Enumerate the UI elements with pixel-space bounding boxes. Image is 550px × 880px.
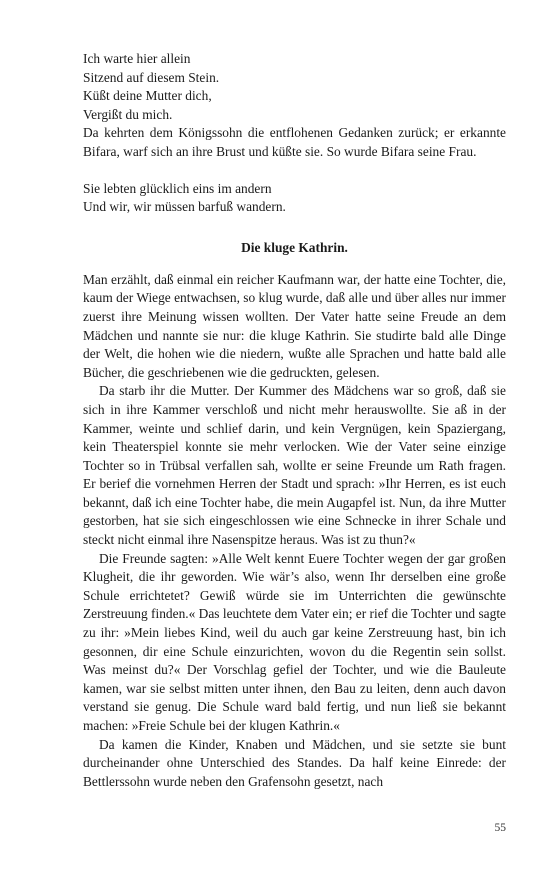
verse-line: Und wir, wir müssen barfuß wandern. xyxy=(83,199,286,215)
verse-stanza xyxy=(83,50,506,124)
verse-line: Sitzend auf diesem Stein. xyxy=(83,69,220,85)
story-title: Die kluge Kathrin. xyxy=(241,239,348,255)
closing-verse xyxy=(83,180,506,217)
story-paragraph: Da kamen die Kinder, Knaben und Mädchen, und sie setzte sie bunt durcheinander ohne Unterschied des Standes. Da half keine Einrede: der Bettlerssohn wurde neben den Grafensohn gesetzt, nach xyxy=(83,736,506,789)
story-paragraph: Da starb ihr die Mutter. Der Kummer des Mädchens war so groß, daß sie sich in ihre Kammer verschloß und nicht mehr herauswollte. Sie aß in der Kammer, weinte und schlief darin, und kein Vergnügen, kein Spaziergang, kein Theaterspiel konnte sie mehr verlocken. Wie der Vater seine einzige Tochter so in Trübsal verfallen sah, wollte er seine Freunde um Rath fragen. Er berief die vornehmen Herren der Stadt und sprach: »Ihr Herren, es ist euch bekannt, daß ich eine Tochter habe, die mein Augapfel ist. Nun, da ihre Mutter gestorben, hat sie sich eingeschlossen wie eine Schnecke in ihrer Schale und steckt nicht einmal ihre Nasenspitze heraus. Was ist zu thun?« xyxy=(83,383,506,548)
verse-line: Ich warte hier allein xyxy=(83,51,191,66)
verse-line: Sie lebten glücklich eins im andern xyxy=(83,180,272,196)
ending-paragraph: Da kehrten dem Königssohn die entflohenen Gedanken zurück; er erkannte Bifara, warf sich an ihre Brust und küßte sie. So wurde Bifara seine Frau. xyxy=(83,125,506,159)
story-paragraph: Die Freunde sagten: »Alle Welt kennt Euere Tochter wegen der gar großen Klugheit, die ihr geworden. Wie wär’s also, wenn Ihr derselben eine große Schule errichtetet? Gewiß würde sie im Unterrichten die gewünschte Zerstreuung finden.« Das leuchtete dem Vater ein; er rief die Tochter und sagte zu ihr: »Mein liebes Kind, weil du auch gar keine Zerstreuung hast, bin ich gesonnen, dir eine Schule einzurichten, wovon du die Regentin sein sollst. Was meinst du?« Der Vorschlag gefiel der Tochter, und wie die Bauleute kamen, war sie selbst mitten unter ihnen, den Bau zu leiten, denn auch davon verstand sie genug. Die Schule ward bald fertig, und nun ließ sie bekannt machen: »Freie Schule bei der klugen Kathrin.« xyxy=(83,550,506,733)
verse-line: Vergißt du mich. xyxy=(83,106,173,122)
story-paragraph: Man erzählt, daß einmal ein reicher Kaufmann war, der hatte eine Tochter, die, kaum der Wiege entwachsen, so klug wurde, daß alle und über alles nur immer zuerst ihre Meinung wissen wollten. Der Vater hatte seine Freude an dem Mädchen und nannte sie nur: die kluge Kathrin. Sie studirte bald alle Dinge der Welt, die hohen wie die niedern, wußte alle Sprachen und hatte bald alle Bücher, die geschriebenen wie die gedruckten, gelesen. xyxy=(83,271,506,380)
verse-line: Küßt deine Mutter dich, xyxy=(83,88,212,104)
book-page xyxy=(83,50,506,791)
page-number: 55 xyxy=(494,822,506,834)
